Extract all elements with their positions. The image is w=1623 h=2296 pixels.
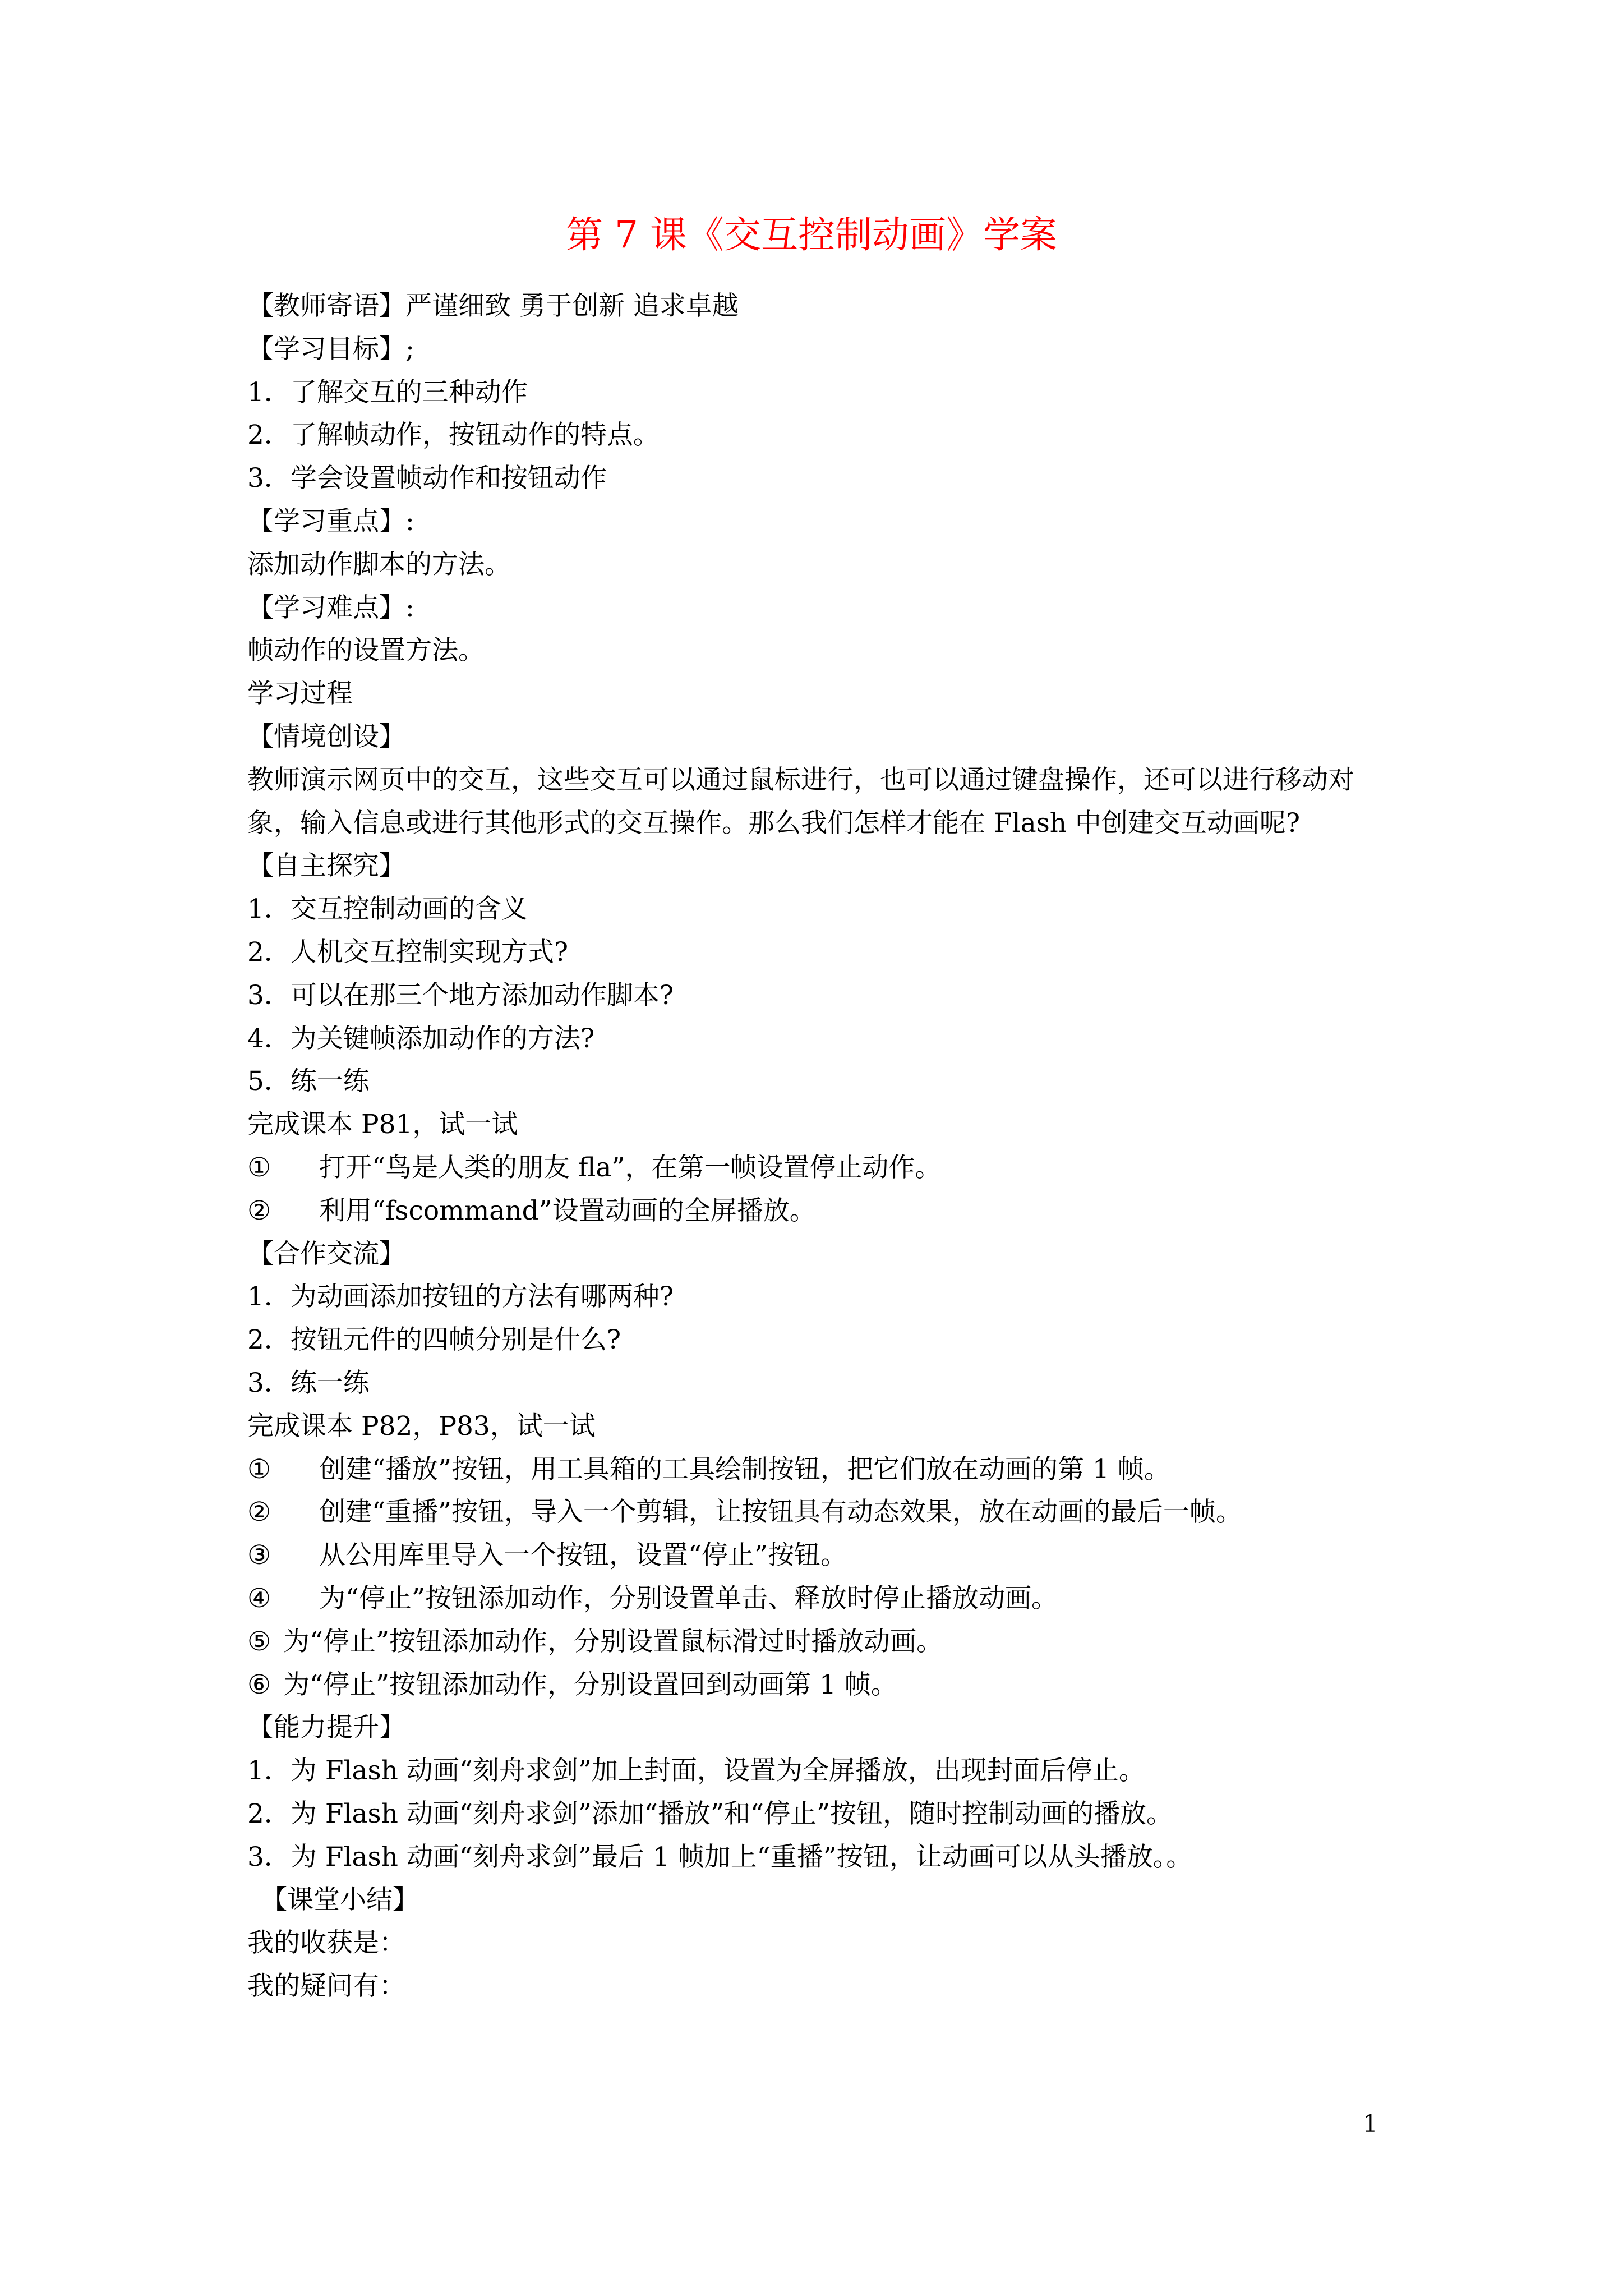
explore-step-2 — [247, 1190, 1386, 1233]
scenario-paragraph: 教师演示网页中的交互，这些交互可以通过鼠标进行，也可以通过键盘操作，还可以进行移动对象，输入信息或进行其他形式的交互操作。那么我们怎样才能在 Flash 中创建交互动画呢? — [247, 764, 1354, 839]
goal-item-2: 2．了解帧动作，按钮动作的特点。 — [247, 420, 660, 451]
coop-item-1: 1．为动画添加按钮的方法有哪两种? — [247, 1281, 674, 1313]
goals-heading: 【学习目标】; — [247, 333, 414, 365]
goal-item-3: 3．学会设置帧动作和按钮动作 — [247, 463, 607, 494]
summary-questions: 我的疑问有： — [247, 1971, 405, 2002]
summary-heading: 【课堂小结】 — [261, 1884, 419, 1916]
step-text: 从公用库里导入一个按钮，设置“停止”按钮。 — [319, 1540, 847, 1571]
ability-item-3: 3．为 Flash 动画“刻舟求剑”最后 1 帧加上“重播”按钮，让动画可以从头播放。。 — [247, 1841, 1193, 1872]
explore-item-4: 4．为关键帧添加动作的方法? — [247, 1023, 595, 1054]
process-heading: 学习过程 — [247, 678, 353, 710]
step-text: 创建“重播”按钮，导入一个剪辑，让按钮具有动态效果，放在动画的最后一帧。 — [319, 1497, 1243, 1528]
coop-heading: 【合作交流】 — [247, 1238, 405, 1269]
coop-step-5 — [247, 1621, 1386, 1664]
explore-task: 完成课本 P81，试一试 — [247, 1109, 518, 1140]
step-marker: ⑤ — [247, 1626, 271, 1657]
step-marker: ③ — [247, 1540, 271, 1571]
step-text: 为“停止”按钮添加动作，分别设置回到动画第 1 帧。 — [283, 1669, 897, 1700]
teacher-motto: 【教师寄语】严谨细致 勇于创新 追求卓越 — [247, 291, 739, 321]
key-points-heading: 【学习重点】: — [247, 505, 414, 537]
ability-heading: 【能力提升】 — [247, 1712, 405, 1743]
explore-item-2: 2．人机交互控制实现方式? — [247, 936, 569, 968]
coop-item-2: 2．按钮元件的四帧分别是什么? — [247, 1324, 621, 1356]
explore-item-5: 5．练一练 — [247, 1066, 370, 1097]
step-text: 打开“鸟是人类的朋友 fla”，在第一帧设置停止动作。 — [319, 1152, 942, 1183]
document-body — [247, 285, 1386, 2008]
step-marker: ① — [247, 1152, 271, 1183]
goal-item-1: 1．了解交互的三种动作 — [247, 376, 528, 408]
page-title: 第 7 课《交互控制动画》学案 — [566, 213, 1057, 256]
coop-step-1 — [247, 1448, 1386, 1492]
explore-item-3: 3．可以在那三个地方添加动作脚本? — [247, 979, 674, 1011]
ability-item-1: 1．为 Flash 动画“刻舟求剑”加上封面，设置为全屏播放，出现封面后停止。 — [247, 1755, 1145, 1787]
step-marker: ④ — [247, 1582, 271, 1614]
step-marker: ② — [247, 1195, 271, 1226]
step-marker: ① — [247, 1453, 271, 1485]
key-points-text: 添加动作脚本的方法。 — [247, 549, 511, 580]
coop-step-2 — [247, 1491, 1386, 1534]
coop-step-4 — [247, 1577, 1386, 1621]
step-marker: ⑥ — [247, 1669, 271, 1700]
coop-task: 完成课本 P82，P83，试一试 — [247, 1410, 596, 1442]
scenario-heading: 【情境创设】 — [247, 721, 405, 752]
summary-gains: 我的收获是： — [247, 1927, 405, 1959]
step-text: 为“停止”按钮添加动作，分别设置鼠标滑过时播放动画。 — [283, 1626, 943, 1657]
coop-step-6 — [247, 1664, 1386, 1707]
step-text: 为“停止”按钮添加动作，分别设置单击、释放时停止播放动画。 — [319, 1582, 1058, 1614]
step-text: 利用“fscommand”设置动画的全屏播放。 — [319, 1195, 816, 1226]
coop-item-3: 3．练一练 — [247, 1367, 370, 1398]
step-marker: ② — [247, 1497, 271, 1528]
page-number: 1 — [1363, 2110, 1378, 2137]
explore-step-1 — [247, 1147, 1386, 1190]
explore-heading: 【自主探究】 — [247, 850, 405, 882]
difficulty-text: 帧动作的设置方法。 — [247, 635, 485, 666]
difficulty-heading: 【学习难点】: — [247, 592, 414, 623]
explore-item-1: 1．交互控制动画的含义 — [247, 894, 528, 925]
ability-item-2: 2．为 Flash 动画“刻舟求剑”添加“播放”和“停止”按钮，随时控制动画的播放。 — [247, 1798, 1173, 1829]
step-text: 创建“播放”按钮，用工具箱的工具绘制按钮，把它们放在动画的第 1 帧。 — [319, 1453, 1170, 1485]
coop-step-3 — [247, 1534, 1386, 1577]
